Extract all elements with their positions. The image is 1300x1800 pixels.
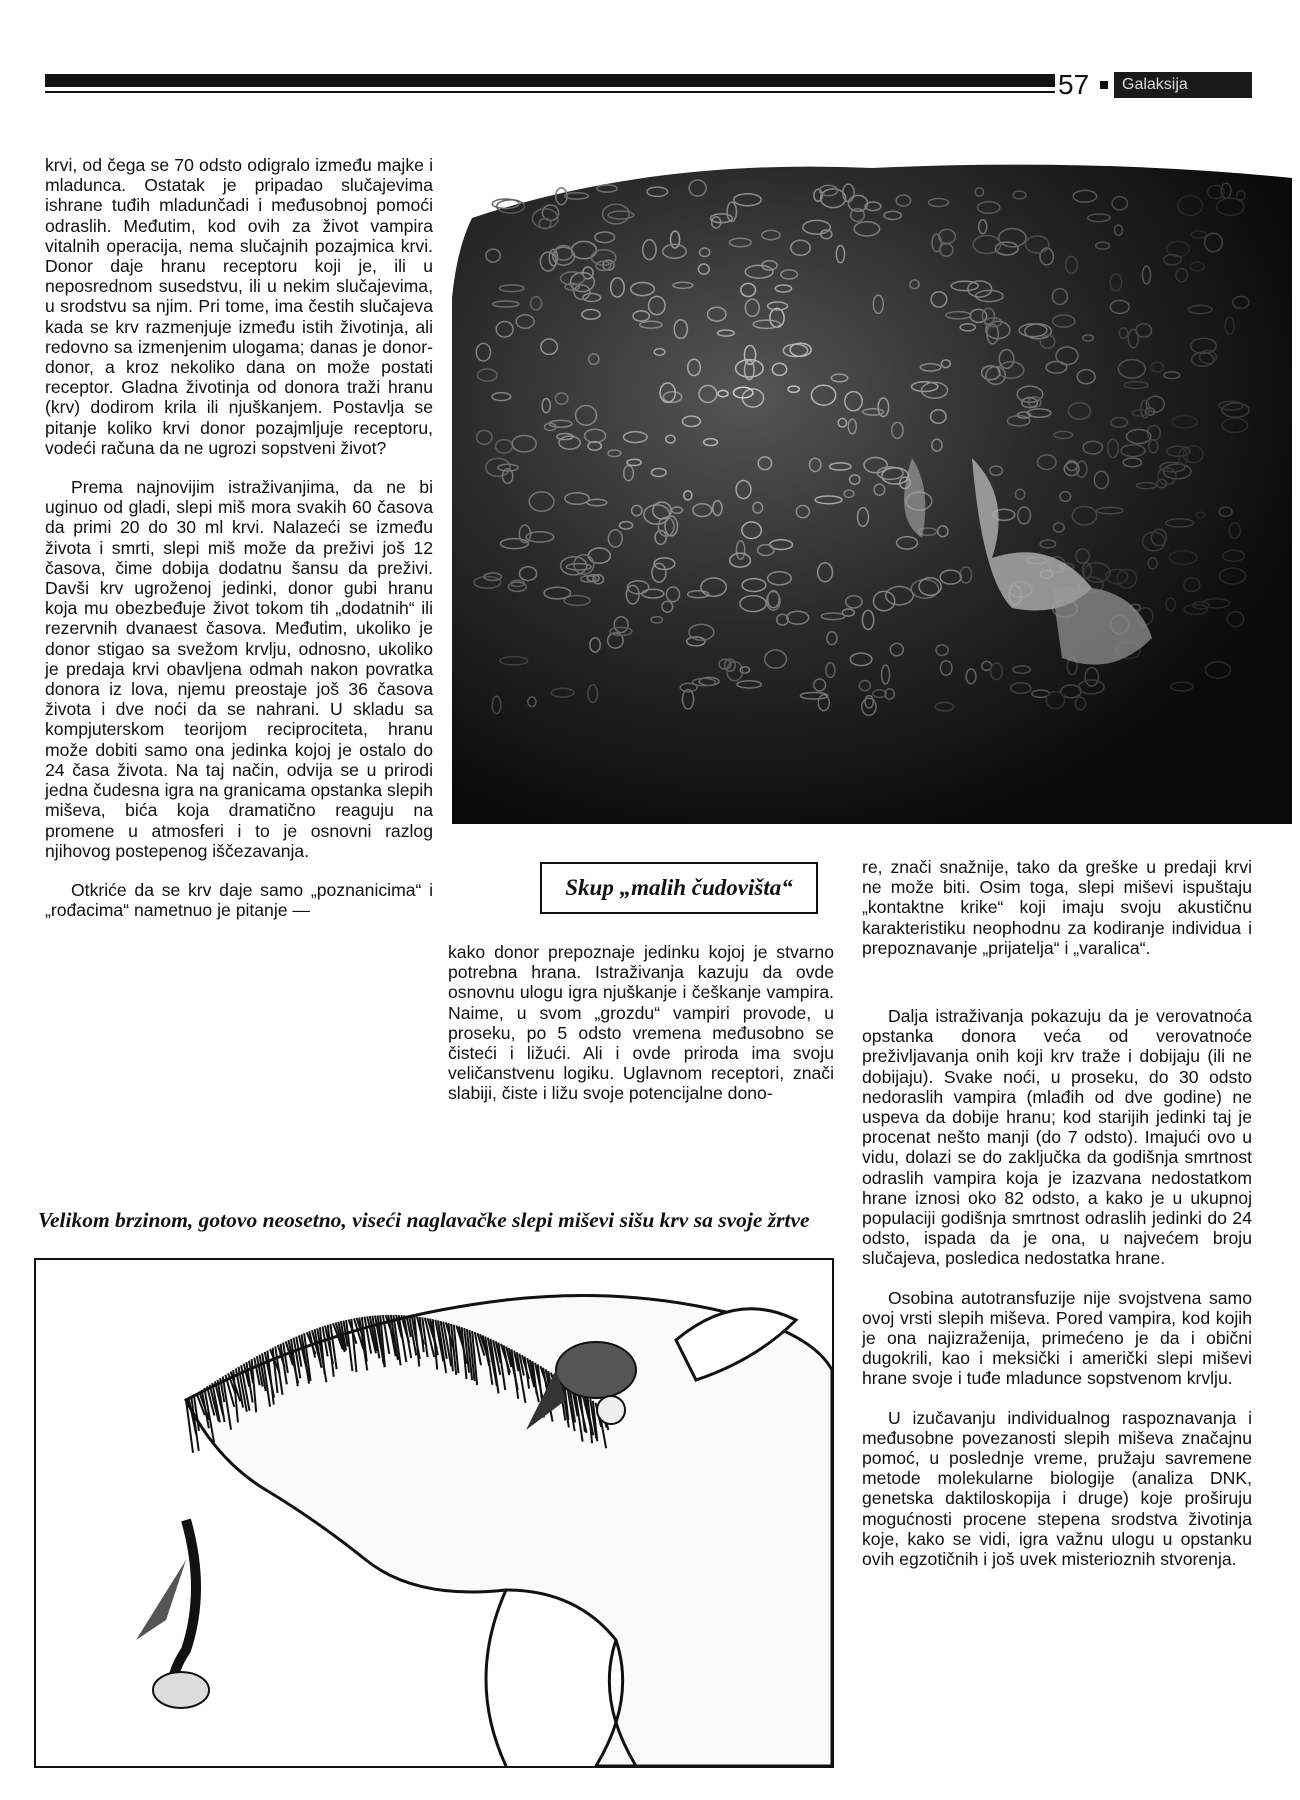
column-left (45, 155, 433, 920)
column-right (862, 1006, 1252, 1569)
page-number: 57 (1058, 69, 1090, 100)
paragraph: re, znači snažnije, tako da greške u predaji krvi ne može biti. Osim toga, slepi miševi ispuštaju „kontaktne krike“ koji imaju svoju akustičnu karakteristiku neophodnu za kodiranje individua i prepoznavanje „prijatelja“ i „varalica“. (862, 857, 1252, 958)
column-right-top (862, 857, 1252, 958)
bat-colony-photo (452, 158, 1292, 824)
subhead-title: Skup „malih čudovišta“ (565, 875, 793, 900)
header-rule (45, 74, 1055, 94)
column-middle (448, 942, 834, 1104)
bullet-icon (1100, 81, 1108, 89)
section-tab: Galaksija (1114, 72, 1252, 98)
paragraph: U izučavanju individualnog raspoznavanja i međusobne povezanosti slepih miševa značajnu pomoć, u poslednje vreme, pružaju savremene metode molekularne biologije (analiza DNK, genetska daktiloskopija i druge) koje proširuju mogućnosti procene stepena srodstva životinja koje, kako se vidi, igra važnu ulogu u opstanku ovih egzotičnih i još uvek misterioznih stvorenja. (862, 1407, 1252, 1570)
subhead-box (540, 862, 818, 914)
illustration-caption: Velikom brzinom, gotovo neosetno, viseći naglavačke slepi miševi sišu krv sa svoje žrtve (38, 1208, 810, 1232)
paragraph: krvi, od čega se 70 odsto odigralo između majke i mladunca. Ostatak je pripadao slučajevima ishrane tuđih mladunčadi i međusobnoj pomoći odraslih. Međutim, kod ovih za život vampira vitalnih operacija, nema slučajnih pozajmica krvi. Donor daje hranu receptoru koji je, ili u neposrednom susedstvu, ili u nekim slučajevima, u srodstvu sa njim. Pri tome, ima čestih slučajeva kada se krv razmenjuje između istih životinja, ali redovno sa izmenjenim ulogama; danas je donor-donor, a kroz nekoliko dana on može postati receptor. Gladna životinja od donora traži hranu (krv) dodirom krila ili njuškanjem. Postavlja se pitanje koliko krvi donor pozajmljuje receptoru, vodeći računa da ne ugrozi sopstveni život? (45, 155, 433, 458)
paragraph: Osobina autotransfuzije nije svojstvena samo ovoj vrsti slepih miševa. Pored vampira, kod kojih je ona najizraženija, primećeno je da i obični dugokrili, kao i meksički i američki slepi miševi hrane svoje i tuđe mladunce sopstvenom krvlju. (862, 1287, 1252, 1389)
vampire-bat-illustration-graphic (36, 1260, 832, 1766)
paragraph: Prema najnovijim istraživanjima, da ne bi uginuo od gladi, slepi miš mora svakih 60 časova da primi 20 do 30 ml krvi. Nalazeći se između života i smrti, slepi miš može da preživi još 12 časova, čime dobija dodatnu šansu da preživi. Davši krv ugroženoj jedinki, donor gubi hranu koja mu obezbeđuje život tokom tih „dodatnih“ ili rezervnih dvanaest časova. Međutim, ukoliko je donor stigao sa svežom krvlju, odnosno, ukoliko je predaja krvi obavljena odmah nakon povratka donora iz lova, njemu preostaje još 36 časova života i dve noći da se nahrani. U skladu sa kompjuterskom teorijom reciprociteta, hranu može dobiti samo ona jedinka kojoj je ostalo do 24 časa života. Na taj način, odvija se u prirodi jedna čudesna igra na granicama opstanka slepih miševa, bića koja dramatično reaguju na promene u atmosferi i to je osnovni razlog njihovog postepenog iščezavanja. (45, 477, 433, 861)
vampire-bat-illustration (34, 1258, 834, 1768)
paragraph: kako donor prepoznaje jedinku kojoj je stvarno potrebna hrana. Istraživanja kazuju da ovde osnovnu ulogu igra njuškanje i češkanje vampira. Naime, u svom „grozdu“ vampiri provode, u proseku, po 5 odsto vremena međusobno se čisteći i ližući. Ali i ovde priroda ima svoju veličanstvenu logiku. Uglavnom receptori, znači slabiji, čiste i ližu svoje potencijalne dono- (448, 942, 834, 1104)
header-rule-thick (45, 74, 1055, 87)
header-rule-thin (45, 91, 1055, 93)
paragraph: Otkriće da se krv daje samo „poznanicima“ i „rođacima“ nametnuo je pitanje — (45, 879, 433, 921)
bat-colony-photo-graphic (452, 158, 1292, 824)
paragraph: Dalja istraživanja pokazuju da je verovatnoća opstanka donora veća od verovatnoće preživljavanja onih koji krv traže i dobijaju (ili ne dobijaju). Svake noći, u proseku, do 30 odsto nedoraslih vampira (mlađih od dve godine) ne uspeva da dobije hranu; kod starijih jedinki taj je procenat nešto manji (do 7 odsto). Imajući ovo u vidu, dolazi se do zaključka da godišnja smrtnost odraslih vampira koja je izazvana nedostatkom hrane iznosi oko 82 odsto, a kako je u ukupnoj populaciji godišnja smrtnost odraslih jedinki do 24 odsto, ispada da je ona, u najvećem broju slučajeva, posledica nedostatka hrane. (862, 1006, 1252, 1269)
